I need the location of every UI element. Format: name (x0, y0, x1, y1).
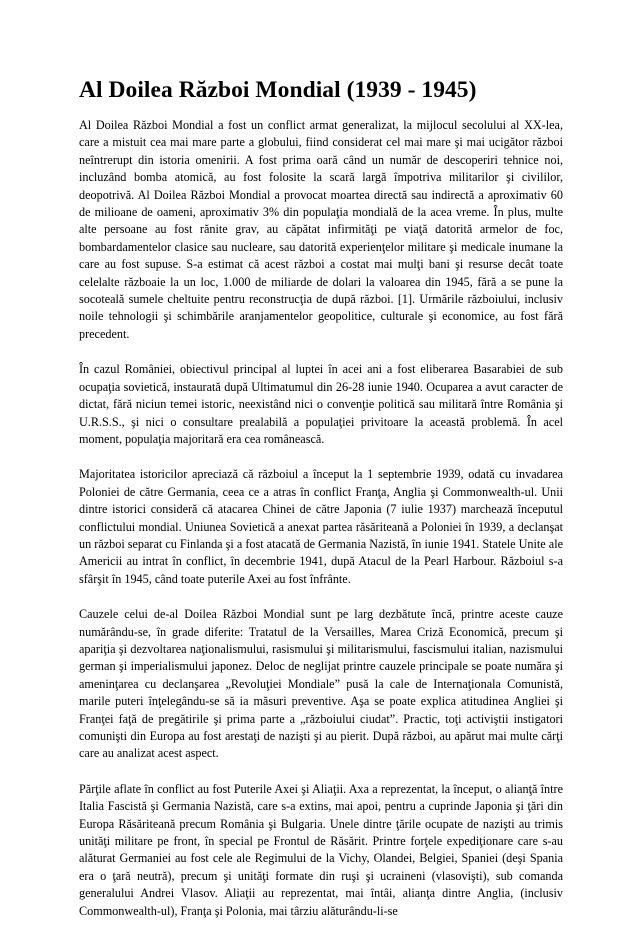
document-title: Al Doilea Război Mondial (1939 - 1945) (79, 77, 477, 103)
paragraph-start-of-war: Majoritatea istoricilor apreciază că războiul a început la 1 septembrie 1939, odată cu invadarea Poloniei de către Germania, ceea ce a atras în conflict Franţa, Anglia şi Commonwealth-ul. Unii dintre istorici consideră că atacarea Chinei de către Japonia (7 iulie 1937) marchează începutul conflictului mondial. Uniunea Sovietică a anexat partea răsăriteană a Poloniei în 1939, a declanşat un război separat cu Finlanda şi a fost atacată de Germania Nazistă, în iunie 1941. Statele Unite ale Americii au intrat în conflict, în decembrie 1941, după Atacul de la Pearl Harbour. Războiul s-a sfârşit în 1945, când toate puterile Axei au fost înfrânte. (79, 467, 563, 586)
paragraph-romania: În cazul României, obiectivul principal al luptei în acei ani a fost eliberarea Basarabiei de sub ocupaţia sovietică, instaurată după Ultimatumul din 26-28 iunie 1940. Ocuparea a avut caracter de dictat, fără niciun temei istoric, neexistând nici o convenţie politică sau militară între România şi U.R.S.S., şi nici o consultare prealabilă a populaţiei privitoare la această problemă. În acel moment, populaţia majoritară era cea românească. (79, 362, 563, 446)
document-page (79, 76, 563, 938)
paragraph-belligerents: Părţile aflate în conflict au fost Puterile Axei şi Aliaţii. Axa a reprezentat, la început, o alianţă între Italia Fascistă şi Germania Nazistă, care s-a extins, mai apoi, pentru a cuprinde Japonia şi ţări din Europa Răsăriteană precum România şi Bulgaria. Unele dintre ţările ocupate de nazişti au trimis unităţi militare pe front, în special pe Frontul de Răsărit. Printre forţele expediţionare care s-au alăturat Germaniei au fost cele ale Regimului de la Vichy, Olandei, Belgiei, Spaniei (deşi Spania era o ţară neutră), precum şi unităţi formate din ruşi şi ucraineni (vlasovişti), sub comanda generalului Andrei Vlasov. Aliaţii au reprezentat, mai întâi, alianţa dintre Anglia, (inclusiv Commonwealth-ul), Franţa şi Polonia, mai târziu alăturându-li-se (79, 781, 563, 918)
paragraph-causes: Cauzele celui de-al Doilea Război Mondial sunt pe larg dezbătute încă, printre aceste cauze numărându-se, în grade diferite: Tratatul de la Versailles, Marea Criză Economică, precum şi apariţia şi dezvoltarea naţionalismului, rasismului şi militarismului, fascismului italian, nazismului german şi imperialismului japonez. Deloc de neglijat printre cauzele principale se poate număra şi ameninţarea cu declanşarea „Revoluţiei Mondiale” pusă la cale de Internaţionala Comunistă, marile puteri înţelegându-se să ia măsuri preventive. Aşa se poate explica atitudinea Angliei şi Franţei faţă de pregătirile şi prima parte a „războiului ciudat”. Practic, toţi activiştii instigatori comunişti din Europa au fost arestaţi de nazişti şi au pierit. După război, au apărut mai multe cărţi care au analizat acest aspect. (79, 607, 563, 761)
paragraph-overview: Al Doilea Război Mondial a fost un conflict armat generalizat, la mijlocul secolului al XX-lea, care a mistuit cea mai mare parte a globului, fiind considerat cel mai mare şi mai ucigător război neîntrerupt din istoria omenirii. A fost prima oară când un număr de descoperiri tehnice noi, incluzând bomba atomică, au fost folosite la scară largă împotriva militarilor şi civililor, deopotrivă. Al Doilea Război Mondial a provocat moartea directă sau indirectă a aproximativ 60 de milioane de oameni, aproximativ 3% din populaţia mondială de la acea vreme. În plus, multe alte persoane au fost rănite grav, au căpătat infirmităţi pe viaţă datorită armelor de foc, bombardamentelor clasice sau nucleare, sau datorită experienţelor militare şi medicale inumane la care au fost supuse. S-a estimat că acest război a costat mai mulţi bani şi resurse decât toate celelalte războaie la un loc, 1.000 de miliarde de dolari la valoarea din 1945, fără a se pune la socoteală sumele cheltuite pentru reconstrucţia de după război. [1]. Urmările războiului, inclusiv noile tehnologii şi schimbările aranjamentelor geopolitice, culturale şi economice, au fost fără precedent. (79, 118, 563, 341)
